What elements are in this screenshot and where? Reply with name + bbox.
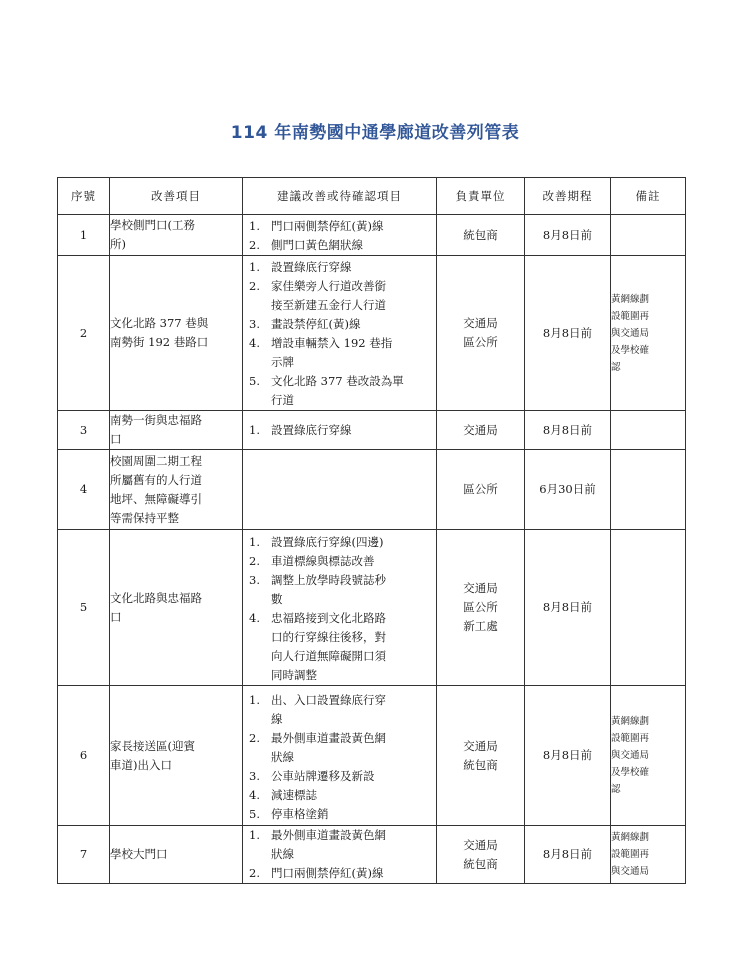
improvement-item-line: 等需保持平整 — [110, 510, 179, 525]
suggestion-number: 4. — [249, 611, 260, 625]
schedule-cell: 8月8日前 — [525, 215, 611, 256]
suggestion-cell — [243, 450, 437, 530]
improvement-item-line: 家長接送區(迎賓 — [110, 738, 195, 753]
suggestion-text: 設置綠底行穿線 — [271, 423, 352, 437]
note-cell — [611, 411, 686, 450]
improvement-item-cell — [110, 826, 243, 884]
note-line: 黃網線劃 — [611, 293, 650, 305]
suggestion-text: 行道 — [271, 393, 294, 407]
suggestion-item — [243, 805, 436, 824]
suggestion-number: 1. — [249, 219, 260, 233]
header-unit: 負責單位 — [437, 178, 525, 215]
note-line: 認 — [611, 361, 621, 373]
responsible-unit: 交通局 — [463, 581, 498, 595]
note-line: 及學校確 — [611, 767, 650, 778]
suggestion-cell — [243, 530, 437, 686]
schedule-cell: 8月8日前 — [525, 411, 611, 450]
note-cell — [611, 686, 686, 826]
note-line: 設範圍再 — [611, 849, 650, 860]
suggestion-text: 門口兩側禁停紅(黃)線 — [271, 219, 384, 233]
suggestion-list — [243, 826, 436, 883]
suggestion-list — [243, 258, 436, 410]
suggestion-text: 向人行道無障礙開口須 — [271, 649, 386, 663]
suggestion-item — [243, 864, 436, 883]
suggestion-number: 3. — [249, 768, 260, 783]
note-line: 與交通局 — [611, 327, 650, 339]
suggestion-text: 文化北路 377 巷改設為單 — [271, 374, 404, 388]
suggestion-number: 1. — [249, 260, 260, 274]
suggestion-item — [243, 691, 436, 729]
suggestion-number: 4. — [249, 336, 260, 350]
suggestion-number: 1. — [249, 535, 260, 549]
suggestion-list — [243, 533, 436, 685]
row-number: 1 — [58, 215, 110, 256]
row-number: 3 — [58, 411, 110, 450]
improvement-item-line: 文化北路與忠福路 — [110, 590, 202, 605]
row-number: 6 — [58, 686, 110, 826]
table-body — [58, 215, 686, 884]
suggestion-item — [243, 609, 436, 685]
suggestion-text: 口的行穿線往後移，對 — [271, 630, 386, 644]
responsible-unit: 區公所 — [463, 335, 498, 349]
suggestion-text: 停車格塗銷 — [271, 806, 329, 821]
suggestion-text: 最外側車道畫設黃色網 — [271, 730, 386, 745]
note-cell — [611, 256, 686, 411]
suggestion-text: 數 — [271, 592, 283, 606]
note-line: 設範圍再 — [611, 310, 650, 322]
table-row — [58, 826, 686, 884]
improvement-item-line: 南勢一街與忠福路 — [110, 413, 202, 427]
schedule-cell: 8月8日前 — [525, 256, 611, 411]
schedule-cell: 8月8日前 — [525, 686, 611, 826]
suggestion-text: 設置綠底行穿線(四邊) — [271, 535, 384, 549]
responsible-unit-cell — [437, 215, 525, 256]
note-line: 黃網線劃 — [611, 716, 650, 727]
improvement-item-line: 校園周圍二期工程 — [110, 453, 202, 468]
table-row — [58, 215, 686, 256]
note-line: 黃網線劃 — [611, 832, 650, 843]
responsible-unit: 新工處 — [463, 619, 498, 633]
schedule-cell: 8月8日前 — [525, 826, 611, 884]
suggestion-item — [243, 533, 436, 552]
note-line: 與交通局 — [611, 866, 650, 877]
suggestion-text: 減速標誌 — [271, 787, 317, 802]
note-line: 及學校確 — [611, 344, 650, 356]
suggestion-text: 增設車輛禁入 192 巷指 — [271, 336, 393, 350]
suggestion-text: 側門口黃色網狀線 — [271, 238, 363, 252]
header-schedule: 改善期程 — [525, 178, 611, 215]
suggestion-number: 2. — [249, 238, 260, 252]
suggestion-item — [243, 767, 436, 786]
suggestion-cell — [243, 411, 437, 450]
suggestion-text: 狀線 — [271, 749, 294, 764]
row-number: 2 — [58, 256, 110, 411]
header-item: 改善項目 — [110, 178, 243, 215]
responsible-unit: 區公所 — [463, 600, 498, 614]
suggestion-item — [243, 277, 436, 315]
note-line: 認 — [611, 784, 621, 795]
improvement-item-line: 車道)出入口 — [110, 757, 172, 772]
suggestion-item — [243, 729, 436, 767]
suggestion-list — [243, 421, 436, 440]
responsible-unit: 交通局 — [463, 837, 498, 852]
suggestion-list — [243, 691, 436, 824]
improvement-item-cell — [110, 450, 243, 530]
suggestion-text: 示牌 — [271, 355, 294, 369]
note-cell — [611, 826, 686, 884]
header-note: 備註 — [611, 178, 686, 215]
suggestion-number: 4. — [249, 787, 260, 802]
suggestion-text: 同時調整 — [271, 668, 317, 682]
improvement-item-cell — [110, 256, 243, 411]
suggestion-text: 最外側車道畫設黃色網 — [271, 828, 386, 842]
suggestion-text: 忠福路接到文化北路路 — [271, 611, 386, 625]
responsible-unit: 交通局 — [463, 422, 498, 437]
responsible-unit-cell — [437, 411, 525, 450]
responsible-unit: 區公所 — [463, 482, 498, 496]
schedule-cell: 6月30日前 — [525, 450, 611, 530]
responsible-unit-cell — [437, 530, 525, 686]
suggestion-text: 公車站牌遷移及新設 — [271, 768, 375, 783]
suggestion-list — [243, 217, 436, 255]
improvement-item-line: 口 — [110, 609, 122, 624]
suggestion-text: 線 — [271, 711, 283, 726]
suggestion-number: 2. — [249, 279, 260, 293]
row-number: 7 — [58, 826, 110, 884]
suggestion-number: 3. — [249, 317, 260, 331]
suggestion-text: 接至新建五金行人行道 — [271, 298, 386, 312]
table-row — [58, 411, 686, 450]
suggestion-cell — [243, 826, 437, 884]
table-row — [58, 256, 686, 411]
suggestion-number: 2. — [249, 730, 260, 745]
responsible-unit: 交通局 — [463, 316, 498, 330]
suggestion-item — [243, 236, 436, 255]
suggestion-number: 3. — [249, 573, 260, 587]
responsible-unit: 統包商 — [463, 757, 498, 772]
suggestion-text: 調整上放學時段號誌秒 — [271, 573, 386, 587]
suggestion-cell — [243, 215, 437, 256]
improvement-item-line: 地坪、無障礙導引 — [110, 491, 202, 506]
suggestion-item — [243, 786, 436, 805]
suggestion-text: 門口兩側禁停紅(黃)線 — [271, 866, 384, 880]
responsible-unit: 交通局 — [463, 738, 498, 753]
suggestion-item — [243, 334, 436, 372]
responsible-unit-cell — [437, 256, 525, 411]
note-cell — [611, 530, 686, 686]
suggestion-text: 狀線 — [271, 847, 294, 861]
suggestion-item — [243, 258, 436, 277]
suggestion-item — [243, 217, 436, 236]
suggestion-number: 1. — [249, 423, 260, 437]
suggestion-cell — [243, 686, 437, 826]
suggestion-item — [243, 421, 436, 440]
suggestion-number: 2. — [249, 866, 260, 880]
improvement-item-line: 所屬舊有的人行道 — [110, 472, 202, 487]
suggestion-number: 5. — [249, 374, 260, 388]
note-line: 與交通局 — [611, 750, 650, 761]
improvement-item-line: 所) — [110, 237, 126, 251]
page-title: 114 年南勢國中通學廊道改善列管表 — [230, 123, 520, 143]
suggestion-number: 2. — [249, 554, 260, 568]
improvement-item-line: 南勢街 192 巷路口 — [110, 335, 209, 349]
responsible-unit-cell — [437, 686, 525, 826]
improvement-table — [57, 177, 686, 884]
suggestion-text: 設置綠底行穿線 — [271, 260, 352, 274]
table-row — [58, 530, 686, 686]
suggestion-number: 5. — [249, 806, 260, 821]
note-cell — [611, 450, 686, 530]
improvement-item-cell — [110, 411, 243, 450]
suggestion-text: 車道標線與標誌改善 — [271, 554, 375, 568]
note-line: 設範圍再 — [611, 733, 650, 744]
responsible-unit-cell — [437, 450, 525, 530]
improvement-item-line: 學校大門口 — [110, 847, 168, 861]
suggestion-cell — [243, 256, 437, 411]
responsible-unit-cell — [437, 826, 525, 884]
note-cell — [611, 215, 686, 256]
header-no: 序號 — [58, 178, 110, 215]
suggestion-text: 家佳樂旁人行道改善銜 — [271, 279, 386, 293]
table-row — [58, 686, 686, 826]
suggestion-item — [243, 552, 436, 571]
suggestion-number: 1. — [249, 828, 260, 842]
suggestion-item — [243, 372, 436, 410]
row-number: 5 — [58, 530, 110, 686]
header-suggestion: 建議改善或待確認項目 — [243, 178, 437, 215]
suggestion-number: 1. — [249, 692, 260, 707]
responsible-unit: 統包商 — [463, 227, 498, 242]
suggestion-item — [243, 315, 436, 334]
suggestion-item — [243, 571, 436, 609]
responsible-unit: 統包商 — [463, 856, 498, 871]
improvement-item-line: 學校側門口(工務 — [110, 218, 195, 232]
improvement-item-line: 文化北路 377 巷與 — [110, 316, 209, 330]
improvement-item-cell — [110, 530, 243, 686]
suggestion-text: 畫設禁停紅(黃)線 — [271, 317, 361, 331]
schedule-cell: 8月8日前 — [525, 530, 611, 686]
suggestion-text: 出、入口設置綠底行穿 — [271, 692, 386, 707]
table-header-row — [58, 178, 686, 215]
table-row — [58, 450, 686, 530]
row-number: 4 — [58, 450, 110, 530]
improvement-item-cell — [110, 686, 243, 826]
improvement-item-cell — [110, 215, 243, 256]
suggestion-item — [243, 826, 436, 864]
improvement-item-line: 口 — [110, 432, 122, 446]
